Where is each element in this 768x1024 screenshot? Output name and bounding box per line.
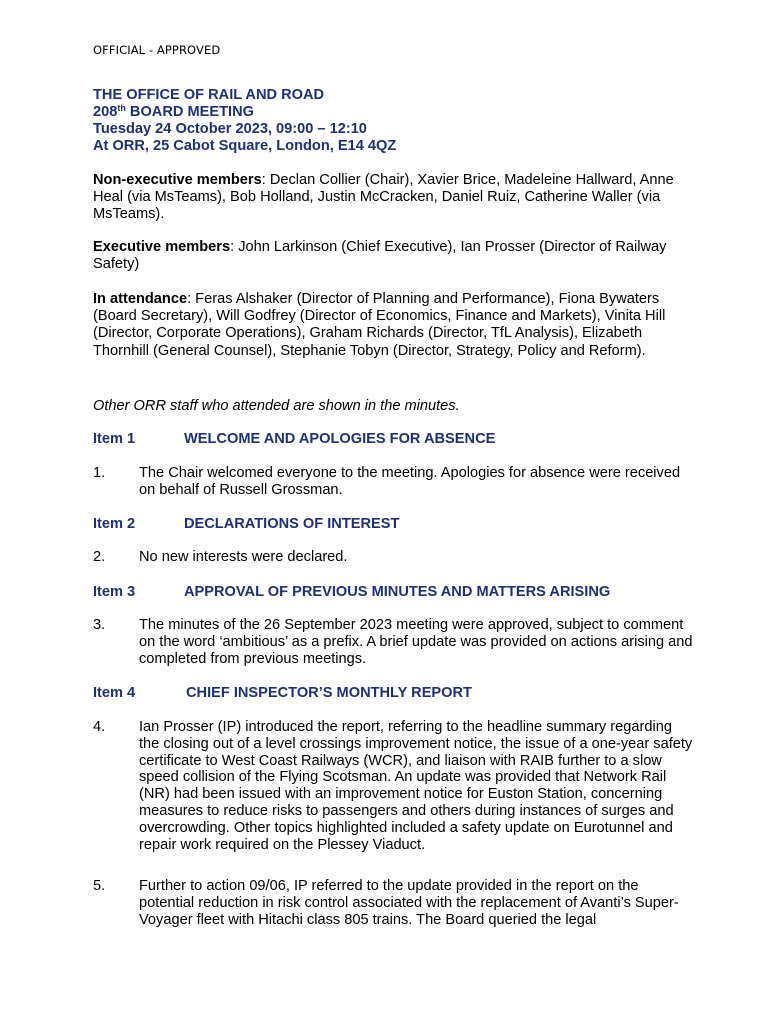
item-heading: Item 2 DECLARATIONS OF INTEREST (93, 516, 400, 532)
minute-paragraph: 3. The minutes of the 26 September 2023 meeting were approved, subject to comment on the word ‘ambitious’ as a prefix. A brief update was provided on actions arising and completed from previous meetings. (93, 617, 693, 667)
non-executive-members: Non-executive members: Declan Collier (Chair), Xavier Brice, Madeleine Hallward, Anne Heal (via MsTeams), Bob Holland, Justin McCracken, Daniel Ruiz, Catherine Waller (via MsTeams). (93, 172, 674, 223)
meeting-heading (93, 87, 396, 155)
security-marking: OFFICIAL - APPROVED (93, 43, 221, 57)
minute-paragraph: 4. Ian Prosser (IP) introduced the report, referring to the headline summary regarding the closing out of a level crossings improvement notice, the issue of a one-year safety certificate to West Coast Railways (WCR), and liaison with RAIB further to a slow speed collision of the Flying Scotsman. An update was provided that Network Rail (NR) had been issued with an improvement notice for Euston Station, concerning measures to reduce risks to passengers and others during instances of surges and overcrowding. Other topics highlighted included a safety update on Eurotunnel and repair work required on the Plessey Viaduct. (93, 719, 693, 853)
minute-paragraph: 1. The Chair welcomed everyone to the meeting. Apologies for absence were received on behalf of Russell Grossman. (93, 465, 681, 498)
meeting-location: At ORR, 25 Cabot Square, London, E14 4QZ (93, 138, 397, 154)
item-heading: Item 3 APPROVAL OF PREVIOUS MINUTES AND MATTERS ARISING (93, 584, 611, 600)
organisation-name: THE OFFICE OF RAIL AND ROAD (93, 87, 325, 103)
in-attendance: In attendance: Feras Alshaker (Director of Planning and Performance), Fiona Bywaters (Board Secretary), Will Godfrey (Director of Economics, Finance and Markets), Vinita Hill (Director, Corporate Operations), Graham Richards (Director, TfL Analysis), Elizabeth Thornhill (General Counsel), Stephanie Tobyn (Director, Strategy, Policy and Reform). (93, 291, 666, 359)
item-heading: Item 4 CHIEF INSPECTOR’S MONTHLY REPORT (93, 685, 472, 701)
minute-paragraph: 5. Further to action 09/06, IP referred to the update provided in the report on the potential reduction in risk control associated with the replacement of Avanti’s Super-Voyager fleet with Hitachi class 805 trains. The Board queried the legal (93, 878, 679, 928)
minute-paragraph: 2. No new interests were declared. (93, 549, 348, 565)
meeting-date-time: Tuesday 24 October 2023, 09:00 – 12:10 (93, 121, 367, 137)
other-staff-note: Other ORR staff who attended are shown in the minutes. (93, 398, 460, 414)
item-heading: Item 1 WELCOME AND APOLOGIES FOR ABSENCE (93, 431, 496, 447)
meeting-number: 208th BOARD MEETING (93, 103, 254, 120)
executive-members: Executive members: John Larkinson (Chief Executive), Ian Prosser (Director of Railway Safety) (93, 239, 667, 273)
